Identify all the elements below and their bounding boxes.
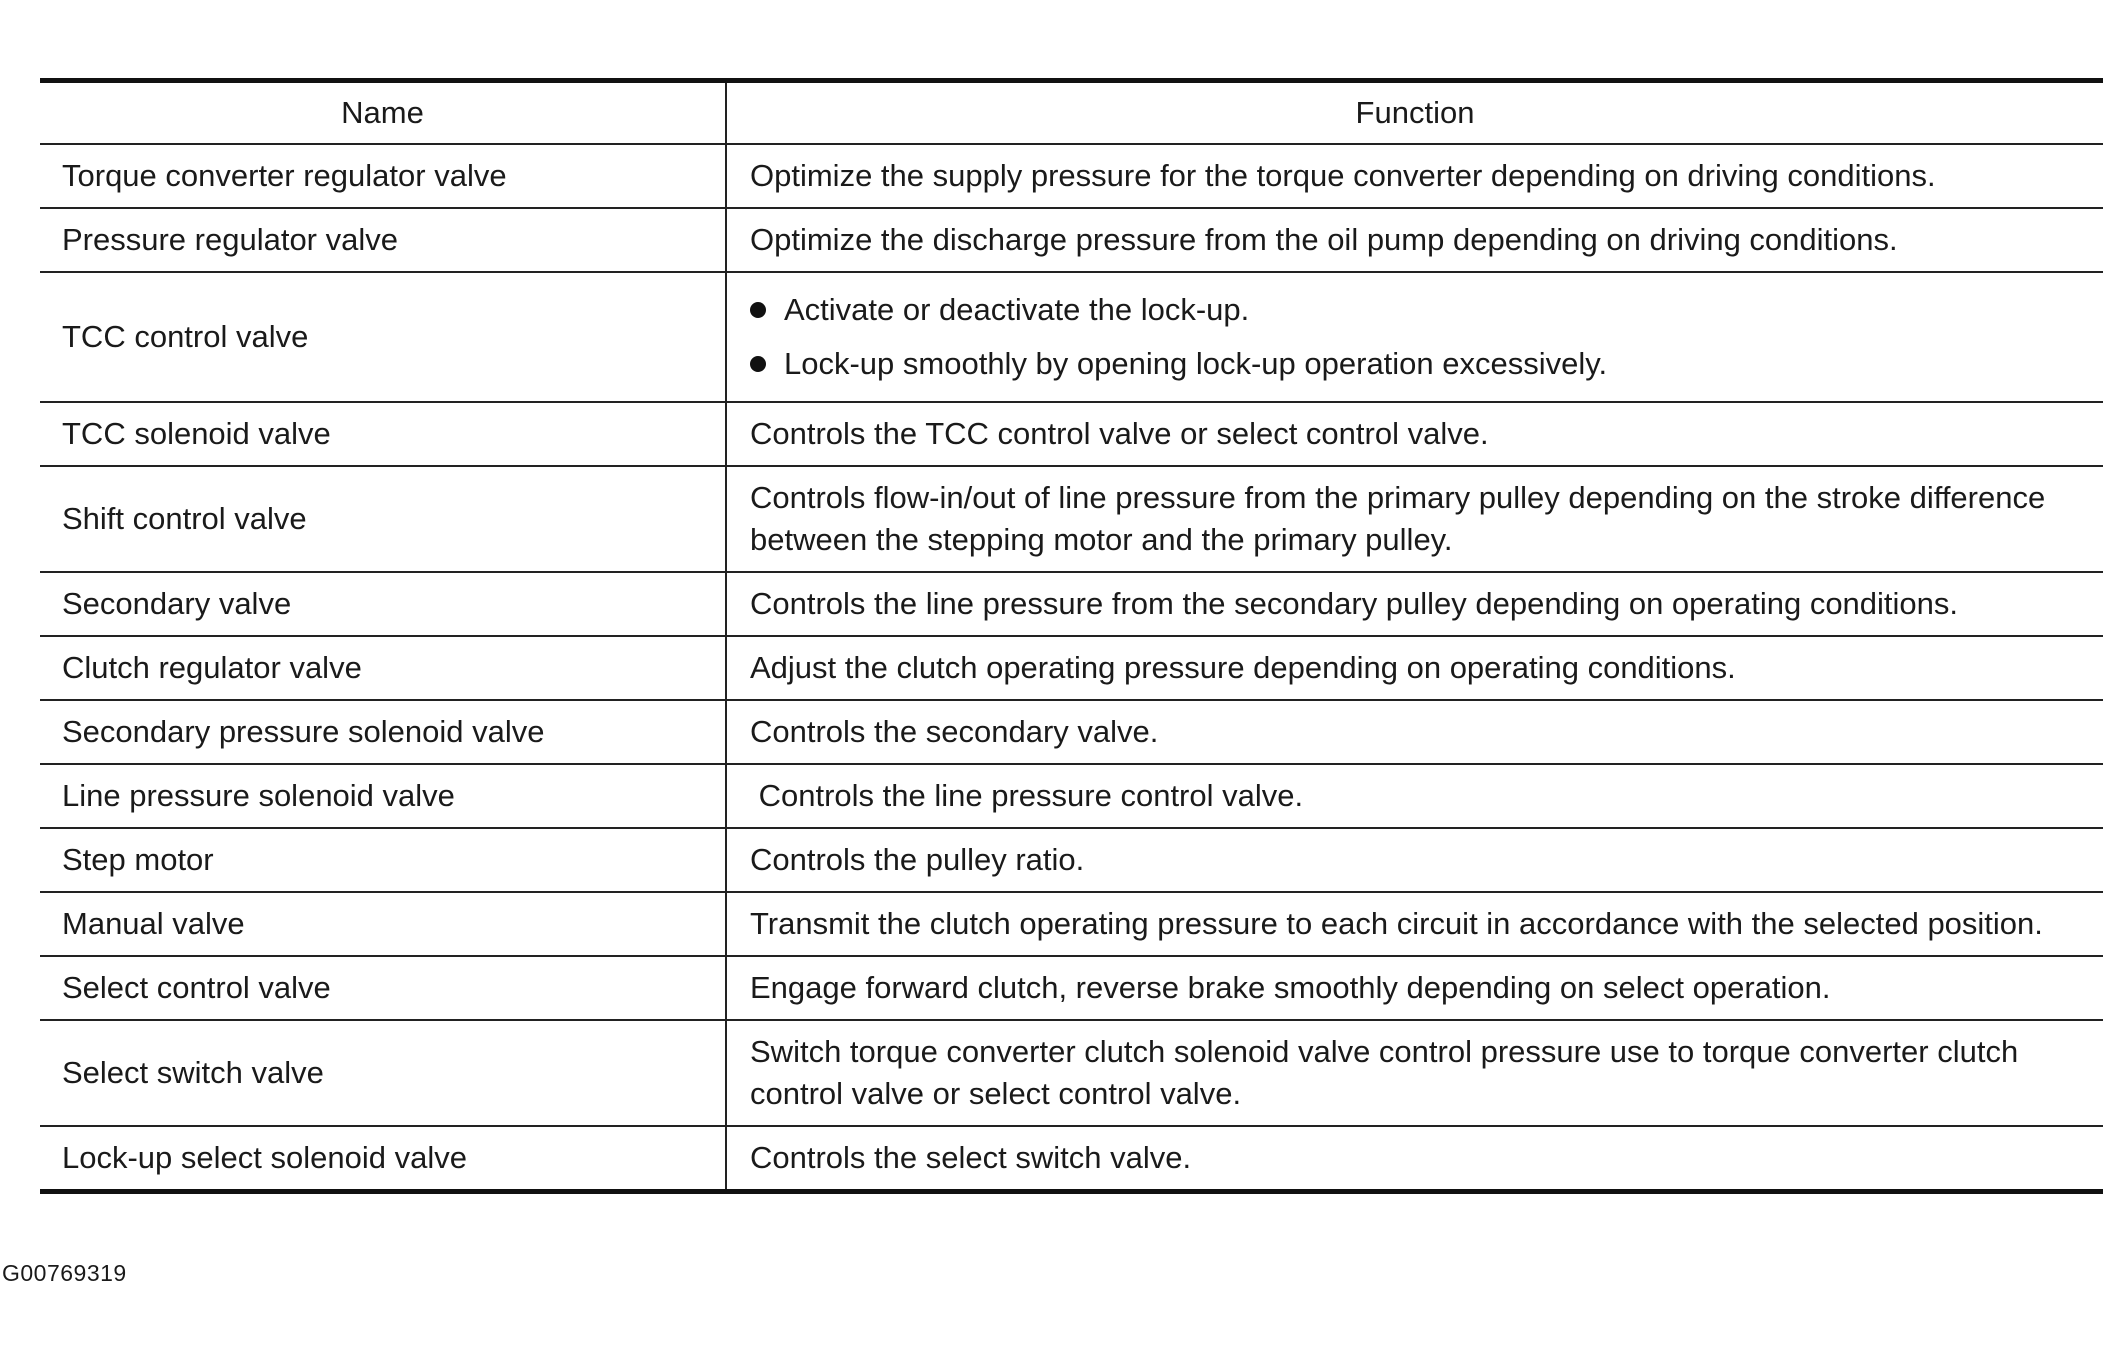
row-function-cell: Adjust the clutch operating pressure depending on operating conditions. xyxy=(726,636,2103,700)
row-function-cell: Optimize the discharge pressure from the oil pump depending on driving conditions. xyxy=(726,208,2103,272)
table-row xyxy=(40,144,2103,208)
table-row xyxy=(40,892,2103,956)
row-name-cell: Manual valve xyxy=(40,892,726,956)
row-function-cell: Controls the pulley ratio. xyxy=(726,828,2103,892)
row-name-cell: TCC control valve xyxy=(40,272,726,402)
valve-function-table xyxy=(40,78,2103,1194)
row-function-cell: Controls the line pressure from the secondary pulley depending on operating conditions. xyxy=(726,572,2103,636)
table-row xyxy=(40,402,2103,466)
row-name-cell: Step motor xyxy=(40,828,726,892)
row-name-cell: Lock-up select solenoid valve xyxy=(40,1126,726,1192)
table-row xyxy=(40,272,2103,402)
table-row xyxy=(40,466,2103,572)
row-function-cell: Controls the select switch valve. xyxy=(750,1140,1192,1175)
row-function-cell: Controls the secondary valve. xyxy=(726,700,2103,764)
row-name-cell: Line pressure solenoid valve xyxy=(40,764,726,828)
table-row xyxy=(40,700,2103,764)
table-row xyxy=(40,764,2103,828)
table-header xyxy=(40,81,2103,145)
row-name-cell: Torque converter regulator valve xyxy=(40,144,726,208)
table-row xyxy=(40,828,2103,892)
column-header-function: Function xyxy=(726,81,2103,145)
bullet-icon xyxy=(750,302,766,318)
table-row xyxy=(40,208,2103,272)
row-function-cell: Controls the line pressure control valve. xyxy=(726,764,2103,828)
row-function-cell: Controls flow-in/out of line pressure from the primary pulley depending on the stroke difference between the stepping motor and the primary pulley. xyxy=(726,466,2103,572)
header-row xyxy=(40,81,2103,145)
row-name-cell: Pressure regulator valve xyxy=(40,208,726,272)
column-header-name: Name xyxy=(40,81,726,145)
row-function-cell: Switch torque converter clutch solenoid valve control pressure use to torque converter clutch control valve or select control valve. xyxy=(726,1020,2103,1126)
row-function-cell: Engage forward clutch, reverse brake smoothly depending on select operation. xyxy=(726,956,2103,1020)
row-function-cell: Optimize the supply pressure for the torque converter depending on driving conditions. xyxy=(726,144,2103,208)
row-name-cell: Clutch regulator valve xyxy=(40,636,726,700)
bullet-item xyxy=(750,283,2085,337)
row-function-cell: Controls the TCC control valve or select control valve. xyxy=(726,402,2103,466)
table-row xyxy=(40,1020,2103,1126)
table-row xyxy=(40,636,2103,700)
bullet-text: Lock-up smoothly by opening lock-up operation excessively. xyxy=(784,346,1608,381)
table-row xyxy=(40,1126,2103,1192)
row-name-cell: Select switch valve xyxy=(40,1020,726,1126)
valve-function-table-container xyxy=(40,78,2103,1194)
row-name-cell: Shift control valve xyxy=(40,466,726,572)
figure-id: G00769319 xyxy=(2,1260,127,1286)
row-name-cell: Select control valve xyxy=(40,956,726,1020)
row-function-cell xyxy=(726,272,2103,402)
table-body xyxy=(40,144,2103,1192)
row-name-cell: Secondary pressure solenoid valve xyxy=(40,700,726,764)
bullet-icon xyxy=(750,356,766,372)
row-name-cell: Secondary valve xyxy=(40,572,726,636)
row-function-cell: Transmit the clutch operating pressure to each circuit in accordance with the selected position. xyxy=(726,892,2103,956)
bullet-item xyxy=(750,337,2085,391)
bullet-text: Activate or deactivate the lock-up. xyxy=(784,292,1250,327)
table-row xyxy=(40,956,2103,1020)
table-row xyxy=(40,572,2103,636)
row-name-cell: TCC solenoid valve xyxy=(40,402,726,466)
